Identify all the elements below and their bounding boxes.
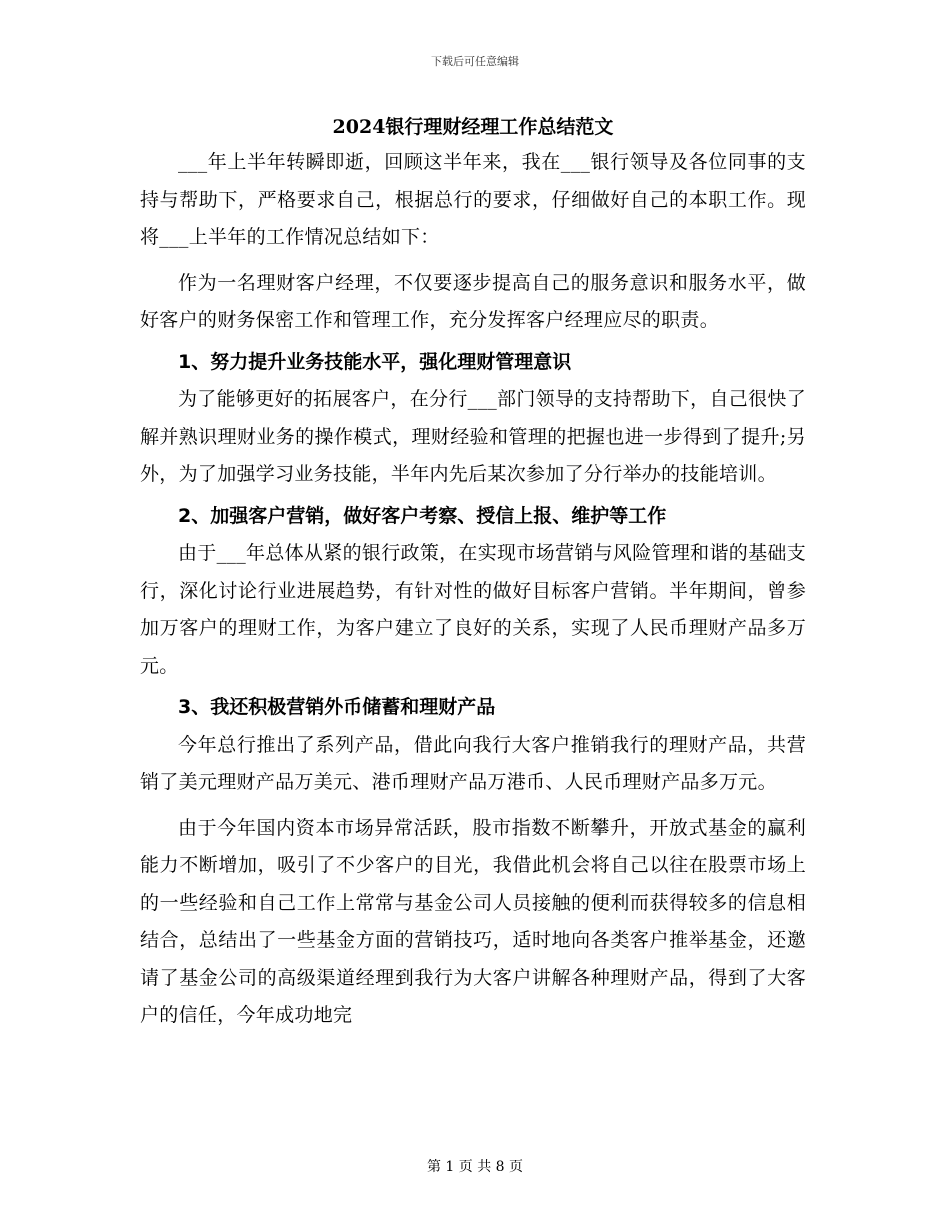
document-body: [140, 114, 806, 1035]
paragraph-intro: ___年上半年转瞬即逝，回顾这半年来，我在___银行领导及各位同事的支持与帮助下，严格要求自己，根据总行的要求，仔细做好自己的本职工作。现将___上半年的工作情况总结如下：: [140, 151, 806, 248]
paragraph-role: 作为一名理财客户经理，不仅要逐步提高自己的服务意识和服务水平，做好客户的财务保密工作和管理工作，充分发挥客户经理应尽的职责。: [140, 271, 806, 331]
paragraph-section-3: 今年总行推出了系列产品，借此向我行大客户推销我行的理财产品，共营销了美元理财产品万美元、港币理财产品万港币、人民币理财产品多万元。: [140, 733, 806, 793]
header-note: 下载后可任意编辑: [431, 55, 519, 68]
page-footer: 第 1 页 共 8 页: [426, 1159, 524, 1175]
section-heading-1: 1、努力提升业务技能水平，强化理财管理意识: [178, 350, 572, 373]
paragraph-funds: 由于今年国内资本市场异常活跃，股市指数不断攀升，开放式基金的赢利能力不断增加，吸引了不少客户的目光，我借此机会将自己以往在股票市场上的一些经验和自己工作上常常与基金公司人员接触的便利而获得较多的信息相结合，总结出了一些基金方面的营销技巧，适时地向各类客户推举基金，还邀请了基金公司的高级渠道经理到我行为大客户讲解各种理财产品，得到了大客户的信任，今年成功地完: [140, 816, 806, 1026]
section-heading-2: 2、加强客户营销，做好客户考察、授信上报、维护等工作: [178, 504, 667, 527]
paragraph-section-2: 由于___年总体从紧的银行政策，在实现市场营销与风险管理和谐的基础支行，深化讨论行业进展趋势，有针对性的做好目标客户营销。半年期间，曾参加万客户的理财工作，为客户建立了良好的关系，实现了人民币理财产品多万元。: [140, 542, 806, 677]
section-heading-3: 3、我还积极营销外币储蓄和理财产品: [178, 696, 496, 718]
document-title: 2024银行理财经理工作总结范文: [332, 116, 614, 138]
paragraph-section-1: 为了能够更好的拓展客户，在分行___部门领导的支持帮助下，自己很快了解并熟识理财业务的操作模式，理财经验和管理的把握也进一步得到了提升;另外，为了加强学习业务技能，半年内先后某次参加了分行举办的技能培训。: [140, 388, 806, 485]
